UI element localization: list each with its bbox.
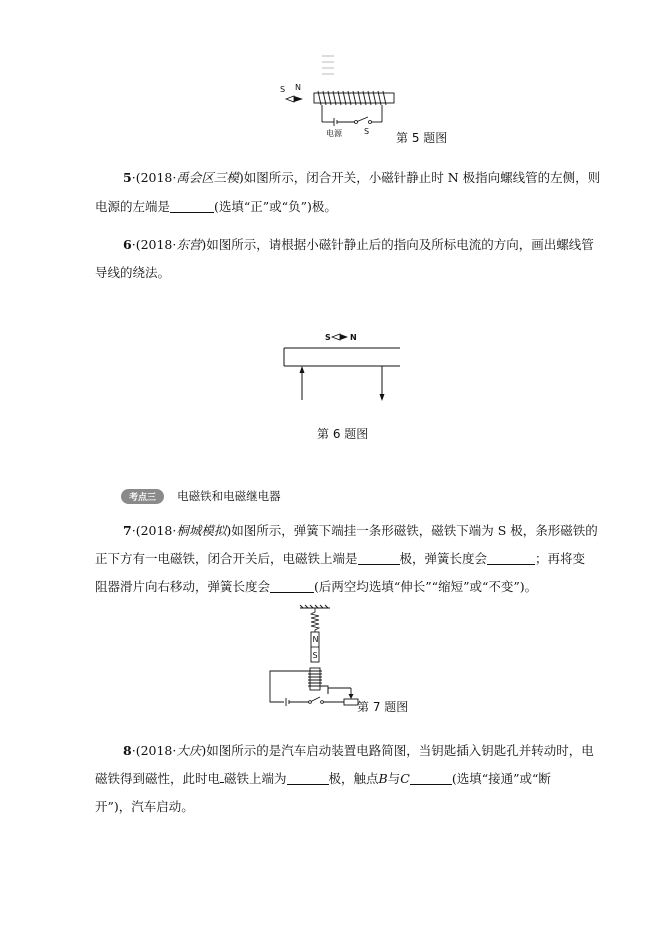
fig6-compass-needle [332, 334, 348, 340]
q8-text-1: )如图所示的是汽车启动装置电路简图，当钥匙插入钥匙孔并转动时，电 [201, 743, 594, 758]
q8-contact-c: C [400, 771, 410, 786]
q8-line1 [123, 742, 594, 760]
q8-line2 [95, 770, 551, 788]
figure-6-diagram [280, 326, 410, 408]
figure-5-top-marks [322, 56, 334, 74]
fig7-ceiling [300, 605, 330, 608]
fig7-spring [311, 608, 319, 632]
q8-line3: 开”)，汽车启动。 [95, 799, 194, 814]
q7-answer-blank-3[interactable] [270, 579, 314, 593]
fig7-magnet-s-label: S [312, 651, 318, 660]
fig6-needle-n-label: N [350, 333, 357, 342]
q5-line2 [95, 198, 337, 216]
fig7-rheostat-slider [349, 694, 354, 699]
q8-contact-b: B [378, 771, 388, 786]
fig7-switch-contact [321, 701, 324, 704]
q6-line2: 导线的绕法。 [95, 265, 171, 280]
q7-source: 桐城模拟 [176, 523, 227, 538]
fig5-switch-pivot [355, 121, 358, 124]
q7-text-4: ；再将变 [535, 551, 586, 566]
q5-text-2: 电源的左端是 [95, 199, 171, 214]
q5-answer-blank[interactable] [170, 199, 214, 213]
fig5-compass-needle [286, 96, 303, 102]
fig5-circuit-wires [322, 105, 382, 126]
q8-sep: · [131, 743, 136, 758]
q7-text-1: )如图所示，弹簧下端挂一条形磁铁，磁铁下端为 S 极，条形磁铁的 [226, 523, 598, 538]
fig5-solenoid [314, 91, 394, 105]
q7-answer-blank-2[interactable] [487, 551, 535, 565]
q5-sep: · [131, 170, 136, 185]
fig7-electromagnet [308, 668, 322, 690]
q8-answer-blank-1[interactable] [287, 771, 329, 785]
q5-number: 5 [123, 170, 132, 185]
q5-line1 [123, 169, 600, 187]
fig7-circuit-wires [270, 671, 358, 706]
q5-text-3: (选填“正”或“负”)极。 [214, 199, 337, 214]
q8-answer-blank-2[interactable] [410, 771, 452, 785]
q7-line1 [123, 522, 598, 540]
q8-text-3: 磁铁上端为 [224, 771, 287, 786]
q7-line3 [95, 578, 537, 596]
q5-text-1: )如图所示，闭合开关，小磁针静止时 N 极指向螺线管的左侧，则 [238, 170, 601, 185]
fig5-switch-contact [369, 121, 372, 124]
q8-year: (2018· [135, 743, 177, 758]
q5-year: (2018· [135, 170, 177, 185]
fig6-solenoid-core [284, 348, 400, 366]
fig7-caption: 第 7 题图 [357, 700, 409, 714]
q7-text-6: (后两空均选填“伸长”“缩短”或“不变”)。 [314, 579, 538, 594]
fig5-needle-s-label: S [280, 85, 286, 94]
q7-text-5: 阻器滑片向右移动，弹簧长度会 [95, 579, 271, 594]
fig5-caption: 第 5 题图 [396, 131, 448, 145]
q6-number: 6 [123, 237, 132, 252]
q7-sep: · [131, 523, 136, 538]
section-3-header [121, 485, 281, 504]
q5-source: 禹会区三模 [176, 170, 239, 185]
fig5-switch-label: S [364, 127, 370, 136]
q7-number: 7 [123, 523, 132, 538]
fig5-power-label: 电源 [326, 129, 342, 138]
q6-line1 [123, 236, 594, 254]
q8-source: 大庆 [176, 743, 202, 758]
q6-sep: · [131, 237, 136, 252]
q6-year: (2018· [135, 237, 177, 252]
section-3-title: 电磁铁和电磁继电器 [177, 489, 281, 503]
q8-text-2: 磁铁得到磁性，此时电 [95, 771, 221, 786]
q7-answer-blank-1[interactable] [358, 551, 400, 565]
q7-text-3: 极，弹簧长度会 [399, 551, 488, 566]
section-3-badge: 考点三 [121, 489, 164, 504]
q7-year: (2018· [135, 523, 177, 538]
fig5-needle-n-label: N [295, 83, 301, 92]
q8-text-5: 与 [387, 771, 401, 786]
q6-text-1: )如图所示，请根据小磁针静止后的指向及所标电流的方向，画出螺线管 [201, 237, 594, 252]
fig6-current-arrow-left [300, 366, 305, 400]
fig7-switch-pivot [309, 701, 312, 704]
q8-text-6: (选填“接通”或“断 [451, 771, 551, 786]
fig6-caption: 第 6 题图 [317, 427, 369, 441]
q8-number: 8 [123, 743, 132, 758]
fig7-magnet-n-label: N [312, 635, 319, 644]
q7-text-2: 正下方有一电磁铁，闭合开关后，电磁铁上端是 [95, 551, 358, 566]
fig6-needle-s-label: S [325, 333, 331, 342]
q7-line2 [95, 550, 585, 568]
q6-source: 东营 [176, 237, 202, 252]
fig6-current-arrow-right [380, 366, 385, 401]
q8-text-4: 极，触点 [328, 771, 379, 786]
